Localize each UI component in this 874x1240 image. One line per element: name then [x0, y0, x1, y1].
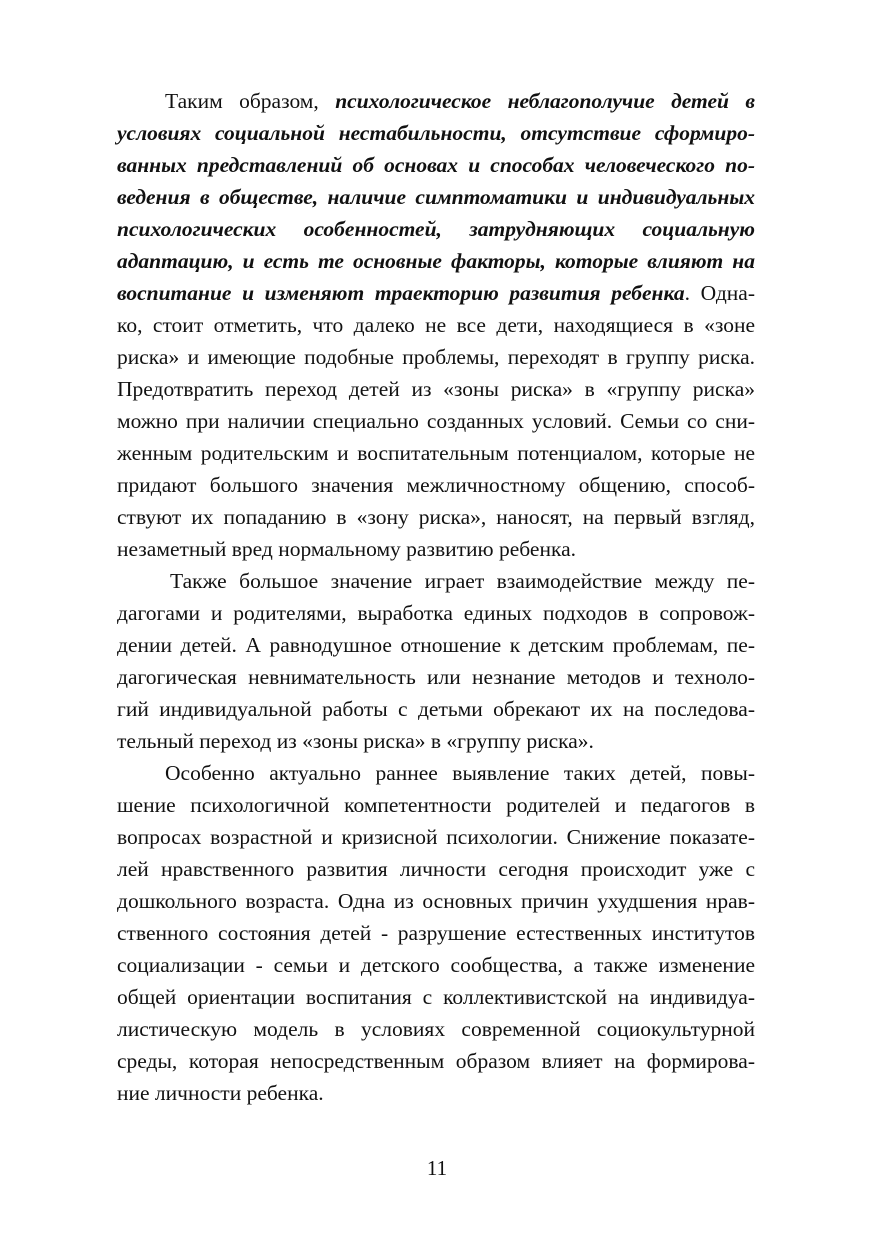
text-line: вопросах возрастной и кризисной психологии. Снижение показате-	[117, 825, 755, 849]
text-line: листическую модель в условиях современной социокультурной	[117, 1017, 755, 1041]
text-line: Также большое значение играет взаимодействие между пе-	[170, 569, 755, 593]
text-line: ко, стоит отметить, что далеко не все дети, находящиеся в «зоне	[117, 313, 755, 337]
text-line: среды, которая непосредственным образом влияет на формирова-	[117, 1049, 755, 1073]
text-line: психологических особенностей, затрудняющих социальную	[117, 217, 755, 241]
text-line: воспитание и изменяют траекторию развития ребенка. Одна-	[117, 281, 755, 305]
text-line: тельный переход из «зоны риска» в «группу риска».	[117, 729, 594, 753]
emphasis-text: воспитание и изменяют траекторию развития ребенка	[117, 281, 685, 305]
text-line: придают большого значения межличностному общению, способ-	[117, 473, 755, 497]
text-line: дагогическая невнимательность или незнание методов и техноло-	[117, 665, 755, 689]
text-line: лей нравственного развития личности сегодня происходит уже с	[117, 857, 755, 881]
text-line: можно при наличии специально созданных условий. Семьи со сни-	[117, 409, 755, 433]
text-line: ственного состояния детей - разрушение естественных институтов	[117, 921, 755, 945]
text-line: Особенно актуально раннее выявление таких детей, повы-	[165, 761, 755, 785]
text-line: условиях социальной нестабильности, отсутствие сформиро-	[117, 121, 755, 145]
text-line: шение психологичной компетентности родителей и педагогов в	[117, 793, 755, 817]
emphasis-text: психологическое неблагополучие детей в	[335, 89, 755, 113]
text-line: ванных представлений об основах и способах человеческого по-	[117, 153, 755, 177]
text-line: ние личности ребенка.	[117, 1081, 324, 1105]
text-line: риска» и имеющие подобные проблемы, переходят в группу риска.	[117, 345, 755, 369]
text-line: общей ориентации воспитания с коллективистской на индивидуа-	[117, 985, 755, 1009]
text-line: Таким образом, психологическое неблагополучие детей в	[165, 89, 755, 113]
text-line: ствуют их попаданию в «зону риска», наносят, на первый взгляд,	[117, 505, 755, 529]
text-line: социализации - семьи и детского сообщества, а также изменение	[117, 953, 755, 977]
text-line: дошкольного возраста. Одна из основных причин ухудшения нрав-	[117, 889, 755, 913]
text-line: адаптацию, и есть те основные факторы, которые влияют на	[117, 249, 755, 273]
text-line: гий индивидуальной работы с детьми обрекают их на последова-	[117, 697, 755, 721]
text-line: Предотвратить переход детей из «зоны риска» в «группу риска»	[117, 377, 755, 401]
text-line: ведения в обществе, наличие симптоматики и индивидуальных	[117, 185, 755, 209]
text-line: незаметный вред нормальному развитию ребенка.	[117, 537, 576, 561]
page-number: 11	[426, 1156, 448, 1180]
text-line: женным родительским и воспитательным потенциалом, которые не	[117, 441, 755, 465]
text-line: дагогами и родителями, выработка единых подходов в сопровож-	[117, 601, 755, 625]
text-line: дении детей. А равнодушное отношение к детским проблемам, пе-	[117, 633, 755, 657]
